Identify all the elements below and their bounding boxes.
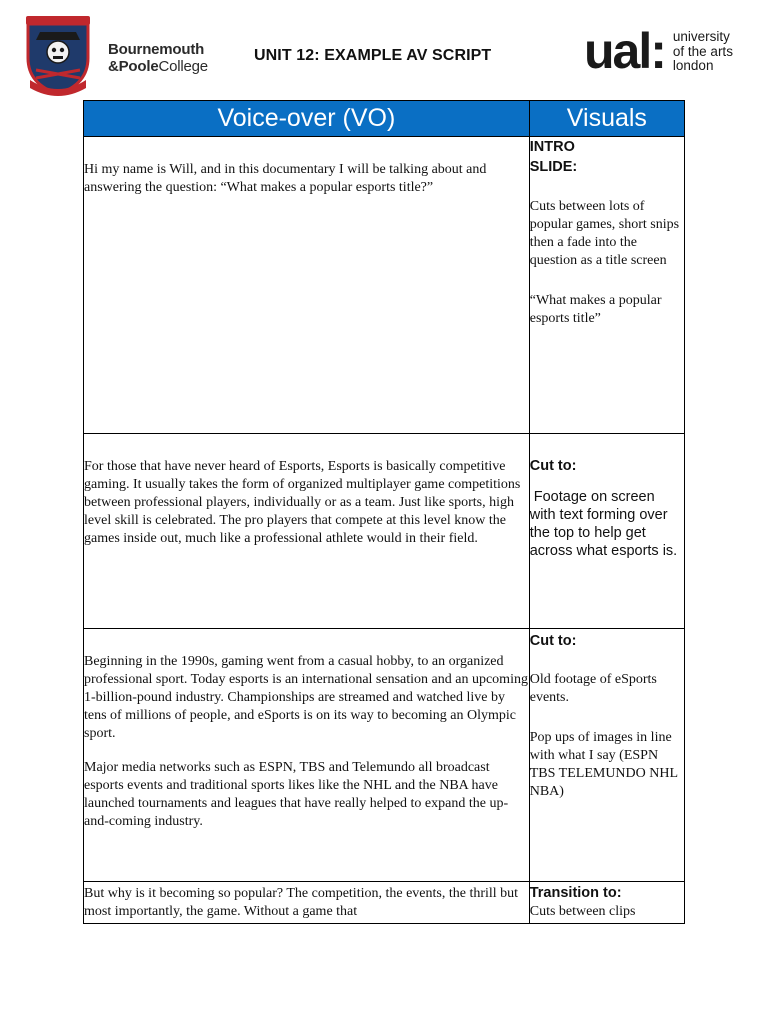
visuals-text: Pop ups of images in line with what I say (ESPN TBS TELEMUNDO NHL NBA) <box>529 730 678 799</box>
voice-over-cell <box>84 629 530 882</box>
visuals-cell <box>529 434 684 629</box>
av-script-table <box>83 100 685 924</box>
voice-over-cell <box>84 434 530 629</box>
table-row <box>84 137 685 434</box>
voice-over-text: But why is it becoming so popular? The competition, the events, the thrill but most importantly, the game. Without a game that <box>84 886 519 919</box>
visuals-heading: Cut to: <box>529 633 577 649</box>
voice-over-text: Beginning in the 1990s, gaming went from a casual hobby, to an organized professional sport. Today esports is an international sensation and an upcoming 1-billion-pound industry. Championships are streamed and watched live by tens of millions of people, and eSports is on its way to becoming an Olympic sport. <box>84 654 528 741</box>
visuals-text: Cuts between lots of popular games, short snips then a fade into the question as a title screen <box>529 199 680 268</box>
visuals-cell <box>529 137 684 434</box>
visuals-cell <box>529 882 684 924</box>
college-name <box>108 41 208 75</box>
ual-logo-text: university of the arts london <box>672 29 733 73</box>
ual-logo-mark: ual: <box>584 23 665 79</box>
table-row <box>84 882 685 924</box>
page-title: UNIT 12: EXAMPLE AV SCRIPT <box>254 47 492 64</box>
voice-over-text: Hi my name is Will, and in this documentary I will be talking about and answering the question: “What makes a popular esports title?” <box>84 162 487 195</box>
voice-over-cell <box>84 137 530 434</box>
visuals-text: Old footage of eSports events. <box>529 672 657 705</box>
voice-over-text: For those that have never heard of Esports, Esports is basically competitive gaming. It usually takes the form of organized multiplayer game competitions between professional players, individually or as a team. Just like sports, high level skill is celebrated. The pro players that compete at this level know the games inside out, much like a professional athlete would in their field. <box>84 459 521 546</box>
visuals-cell <box>529 629 684 882</box>
visuals-text: Cuts between clips <box>529 904 636 919</box>
visuals-heading: Transition to: <box>529 885 622 901</box>
voice-over-cell <box>84 882 530 924</box>
college-name-line1: Bournemouth <box>108 41 205 58</box>
table-row <box>84 629 685 882</box>
column-header-visuals: Visuals <box>529 101 684 137</box>
visuals-text: “What makes a popular esports title” <box>529 293 662 326</box>
column-header-voice-over: Voice-over (VO) <box>84 101 530 137</box>
ual-logo <box>584 23 733 79</box>
visuals-text: Footage on screen with text forming over the top to help get across what esports is. <box>529 489 678 559</box>
bpc-buccaneers-crest-logo <box>22 14 94 96</box>
visuals-heading: Cut to: <box>529 458 577 474</box>
visuals-heading: INTRO SLIDE: <box>529 139 578 175</box>
table-row <box>84 434 685 629</box>
college-name-line2: &PooleCollege <box>108 58 208 75</box>
voice-over-text: Major media networks such as ESPN, TBS and Telemundo all broadcast esports events and traditional sports likes like the NHL and the NBA have launched tournaments and leagues that have really helped to expand the up-and-coming industry. <box>84 760 509 829</box>
table-header-row <box>84 101 685 137</box>
